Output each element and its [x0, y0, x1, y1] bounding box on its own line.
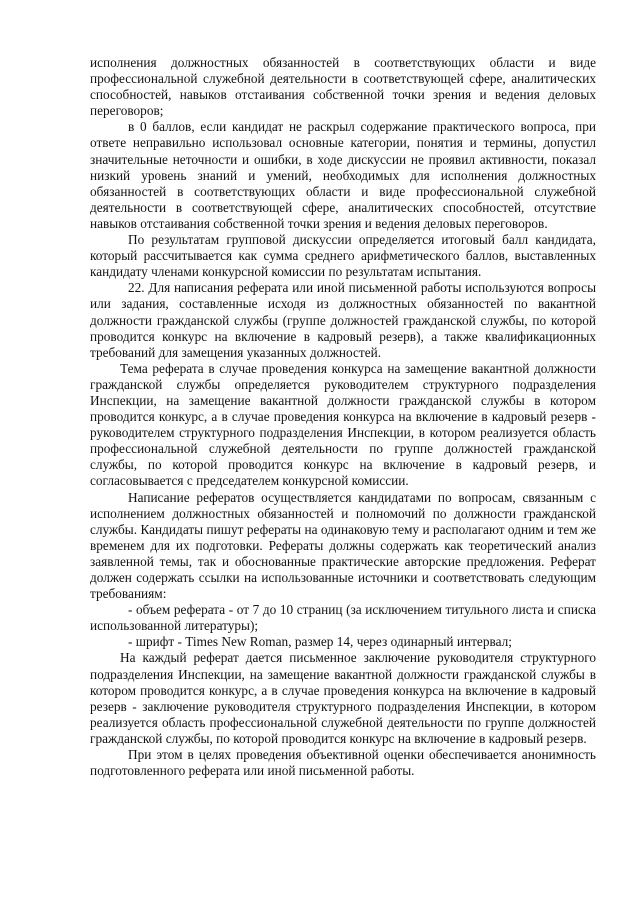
paragraph-7-list-item: - объем реферата - от 7 до 10 страниц (за исключением титульного листа и списка использованной литературы);: [90, 602, 596, 634]
paragraph-5: Тема реферата в случае проведения конкурса на замещение вакантной должности гражданской службы определяется руководителем структурного подразделения Инспекции, на замещение вакантной должности гражданской службы в котором проводится конкурс, а в случае проведения конкурса на включение в кадровый резерв - руководителем структурного подразделения Инспекции, в котором реализуется область профессиональной служебной деятельности по группе должностей гражданской службы, по которой проводится конкурс на включение в кадровый резерв, и согласовывается с председателем конкурсной комиссии.: [90, 360, 596, 489]
paragraph-1: исполнения должностных обязанностей в соответствующих области и виде профессиональной служебной деятельности в соответствующей сфере, аналитических способностей, навыков отстаивания собственной точки зрения и ведения деловых переговоров;: [90, 55, 596, 119]
paragraph-10: При этом в целях проведения объективной оценки обеспечивается анонимность подготовленного реферата или иной письменной работы.: [90, 747, 596, 779]
paragraph-2: в 0 баллов, если кандидат не раскрыл содержание практического вопроса, при ответе неправильно использовал основные категории, понятия и термины, допустил значительные неточности и ошибки, в ходе дискуссии не проявил активности, показал низкий уровень знаний и умений, необходимых для исполнения должностных обязанностей в соответствующих области и виде профессиональной служебной деятельности в соответствующей сфере, аналитических способностей, отсутствие навыков отстаивания собственной точки зрения и ведения деловых переговоров.: [90, 119, 596, 231]
paragraph-6: Написание рефератов осуществляется кандидатами по вопросам, связанным с исполнением должностных обязанностей и полномочий по должности гражданской службы. Кандидаты пишут рефераты на одинаковую тему и располагают одним и тем же временем для их подготовки. Рефераты должны содержать как теоретический анализ заявленной темы, так и обоснованные практические авторские предложения. Реферат должен содержать ссылки на использованные источники и соответствовать следующим требованиям:: [90, 489, 596, 602]
paragraph-8-list-item: - шрифт - Times New Roman, размер 14, через одинарный интервал;: [128, 634, 512, 650]
paragraph-9: На каждый реферат дается письменное заключение руководителя структурного подразделения Инспекции, на замещение вакантной должности гражданской службы в котором проводится конкурс, а в случае проведения конкурса на включение в кадровый резерв - заключение руководителя структурного подразделения Инспекции, в котором реализуется область профессиональной служебной деятельности по группе должностей гражданской службы, по которой проводится конкурс на включение в кадровый резерв.: [90, 650, 596, 746]
paragraph-3: По результатам групповой дискуссии определяется итоговый балл кандидата, который рассчитывается как сумма среднего арифметического баллов, выставленных кандидату членами конкурсной комиссии по результатам испытания.: [90, 232, 596, 280]
paragraph-4: 22. Для написания реферата или иной письменной работы используются вопросы или задания, составленные исходя из должностных обязанностей по вакантной должности гражданской службы (группе должностей гражданской службы, по которой проводится конкурс на включение в кадровый резерв), а также квалификационных требований для замещения указанных должностей.: [90, 280, 596, 360]
document-page: [90, 55, 596, 779]
